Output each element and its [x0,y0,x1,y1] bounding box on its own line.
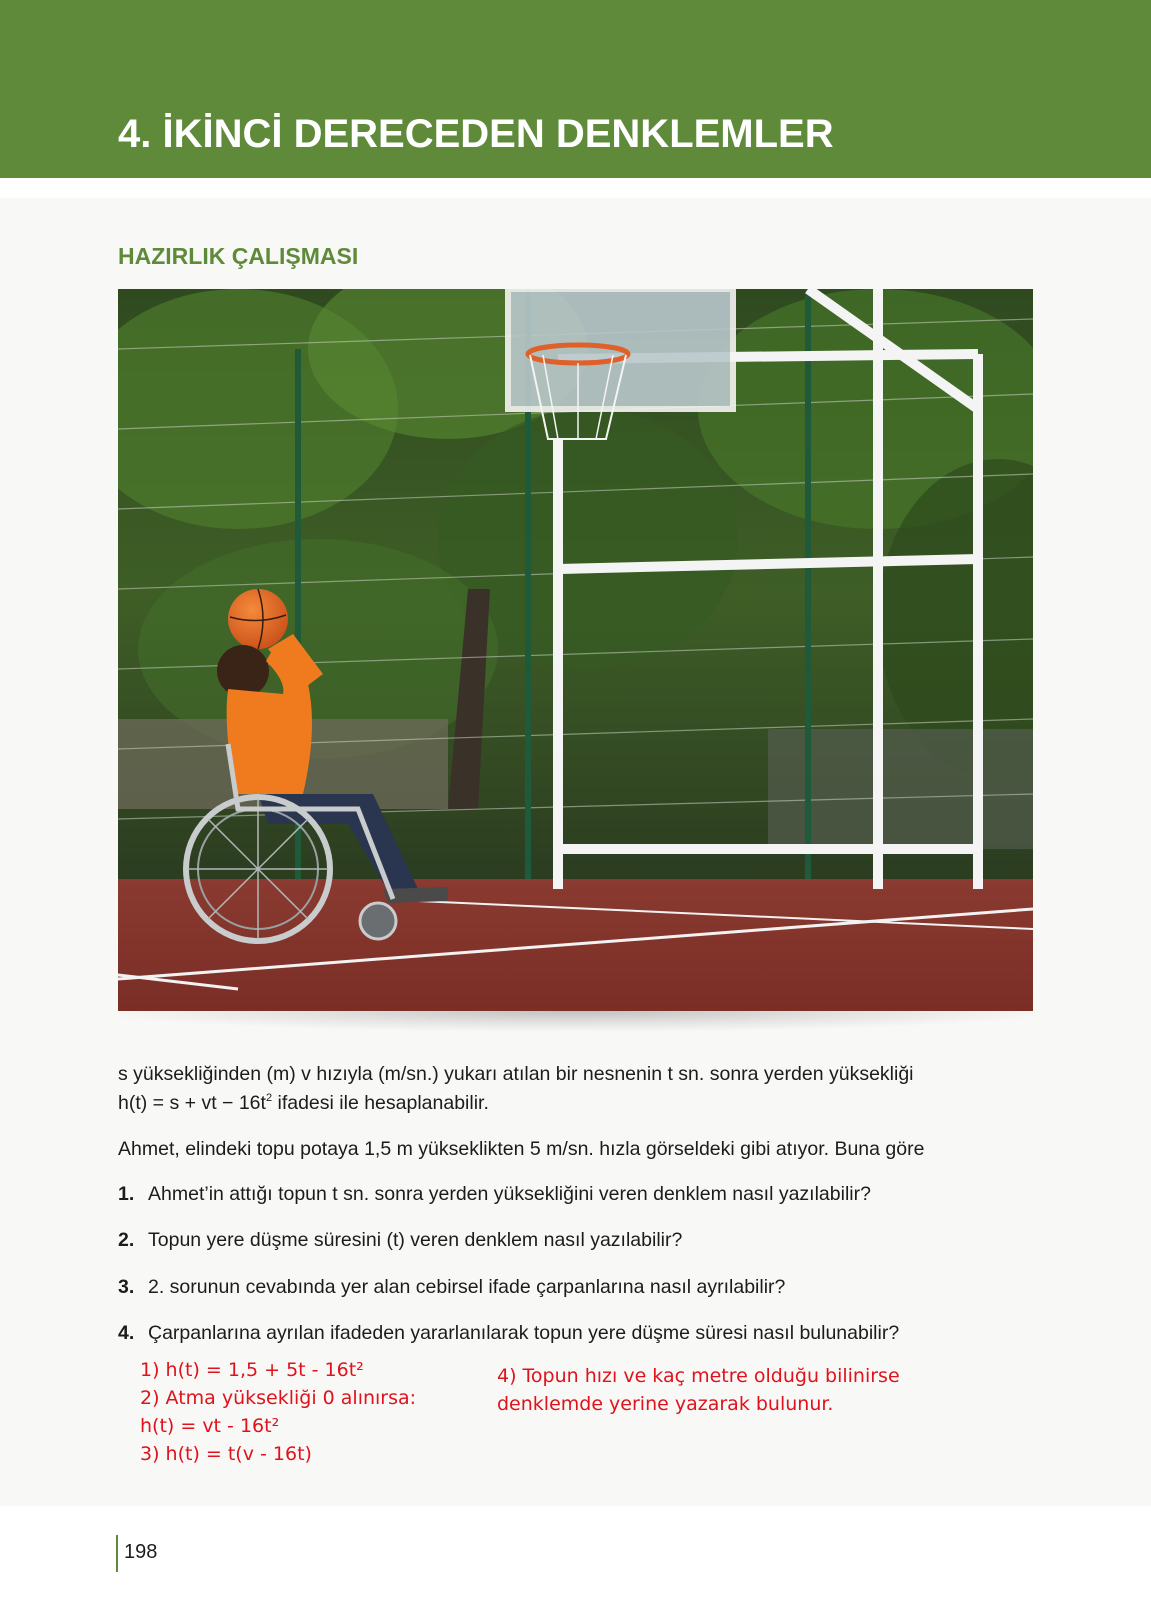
question-text: 2. sorunun cevabında yer alan cebirsel ifade çarpanlarına nasıl ayrılabilir? [148,1276,786,1298]
formula-exponent: 2 [265,1092,273,1104]
photo-shadow [118,1011,1033,1031]
answer-line: 3) h(t) = t(v - 16t) [140,1443,312,1465]
question-text: Ahmet’in attığı topun t sn. sonra yerden yüksekliğini veren denklem nasıl yazılabilir? [148,1183,871,1205]
question-number: 3. [118,1276,135,1298]
formula: h(t) = s + vt − 16t [118,1092,266,1114]
formula-suffix: ifadesi ile hesaplanabilir. [272,1092,489,1114]
answer-line: h(t) = vt - 16t² [140,1415,280,1437]
answer-line: denklemde yerine yazarak bulunur. [497,1393,834,1415]
section-title: HAZIRLIK ÇALIŞMASI [118,243,359,269]
question-4 [118,1319,899,1348]
question-2 [118,1226,682,1255]
question-1 [118,1180,871,1209]
question-number: 1. [118,1183,135,1205]
problem-statement: Ahmet, elindeki topu potaya 1,5 m yükseklikten 5 m/sn. hızla görseldeki gibi atıyor. Buna göre [118,1138,925,1160]
question-number: 2. [118,1229,135,1251]
question-text: Topun yere düşme süresini (t) veren denklem nasıl yazılabilir? [148,1229,683,1251]
question-text: Çarpanlarına ayrılan ifadeden yararlanılarak topun yere düşme süresi nasıl bulunabilir? [148,1322,900,1344]
basketball-court-photo [118,289,1033,1011]
page-number: 198 [124,1541,158,1563]
answer-line: 1) h(t) = 1,5 + 5t - 16t² [140,1359,364,1381]
answer-line: 2) Atma yüksekliği 0 alınırsa: [140,1387,417,1409]
answer-line: 4) Topun hızı ve kaç metre olduğu bilinirse [497,1365,900,1387]
page-number-rule [116,1535,118,1572]
intro-line-2 [118,1089,489,1118]
question-3 [118,1273,785,1302]
chapter-title: 4. İKİNCİ DERECEDEN DENKLEMLER [118,112,834,156]
intro-line-1: s yüksekliğinden (m) v hızıyla (m/sn.) yukarı atılan bir nesnenin t sn. sonra yerden yüksekliği [118,1063,914,1085]
question-number: 4. [118,1322,135,1344]
